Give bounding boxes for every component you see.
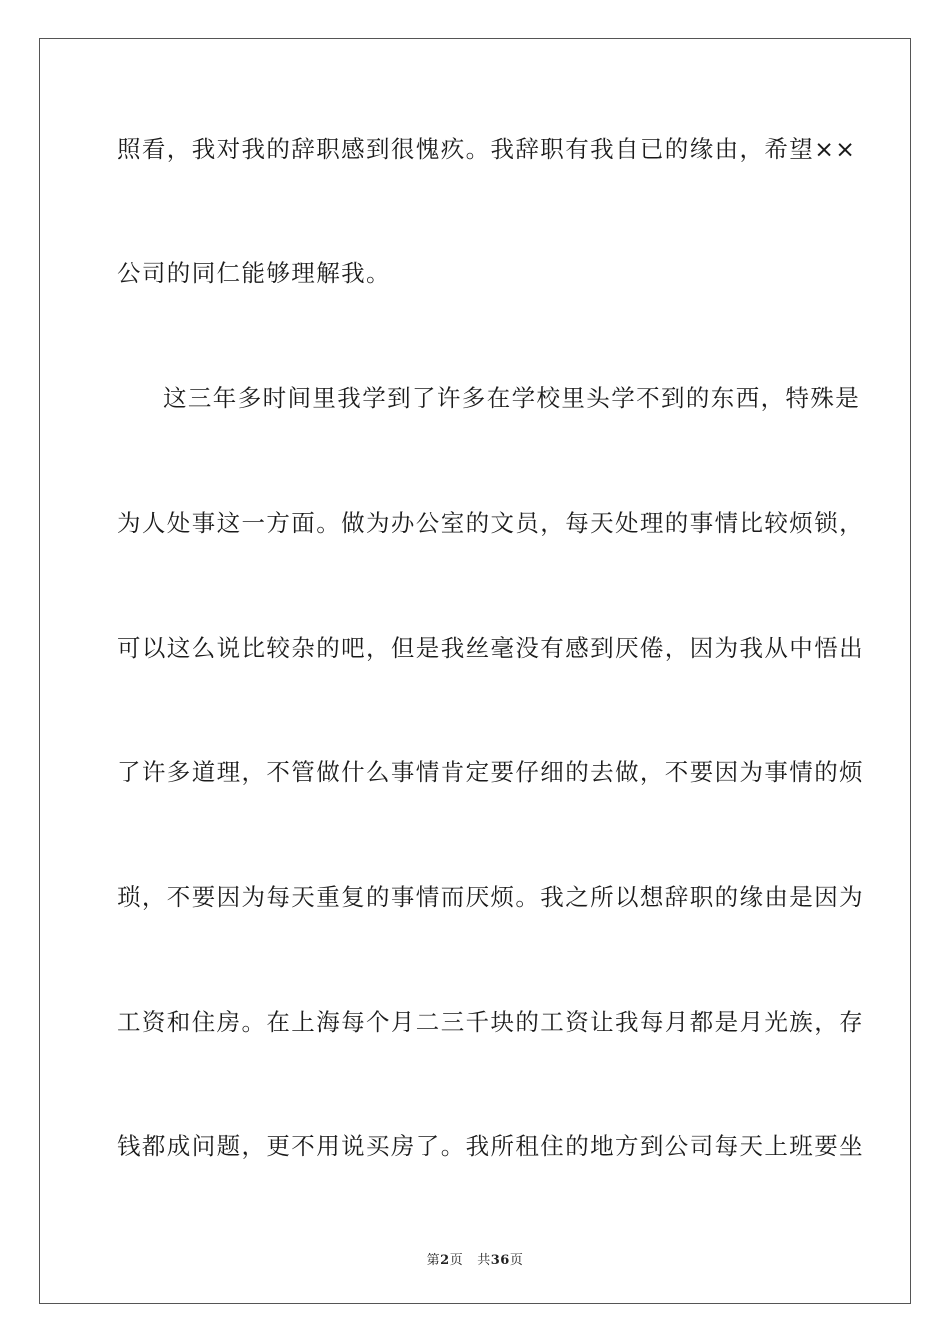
total-prefix: 共: [477, 1253, 491, 1268]
page-footer: [0, 1249, 950, 1268]
page-border: [39, 38, 911, 1304]
text-line: 为人处事这一方面。做为办公室的文员，每天处理的事情比较烦锁，: [117, 509, 864, 537]
page-number: 2: [440, 1253, 450, 1268]
text-line: 可以这么说比较杂的吧，但是我丝毫没有感到厌倦，因为我从中悟出: [117, 634, 864, 662]
text-line: 照看，我对我的辞职感到很愧疚。我辞职有我自已的缘由，希望××: [117, 135, 857, 163]
text-line: 钱都成问题，更不用说买房了。我所租住的地方到公司每天上班要坐: [117, 1132, 864, 1160]
text-line: 公司的同仁能够理解我。: [117, 259, 391, 287]
text-line: 了许多道理，不管做什么事情肯定要仔细的去做，不要因为事情的烦: [117, 758, 864, 786]
total-suffix: 页: [509, 1253, 524, 1268]
text-line: 工资和住房。在上海每个月二三千块的工资让我每月都是月光族，存: [117, 1008, 864, 1036]
total-pages: 36: [490, 1253, 510, 1268]
paragraph-start-line: 这三年多时间里我学到了许多在学校里头学不到的东西，特殊是: [163, 384, 861, 412]
text-line: 琐，不要因为每天重复的事情而厌烦。我之所以想辞职的缘由是因为: [117, 883, 864, 911]
page-suffix: 页: [449, 1253, 464, 1268]
page-prefix: 第: [426, 1253, 441, 1268]
